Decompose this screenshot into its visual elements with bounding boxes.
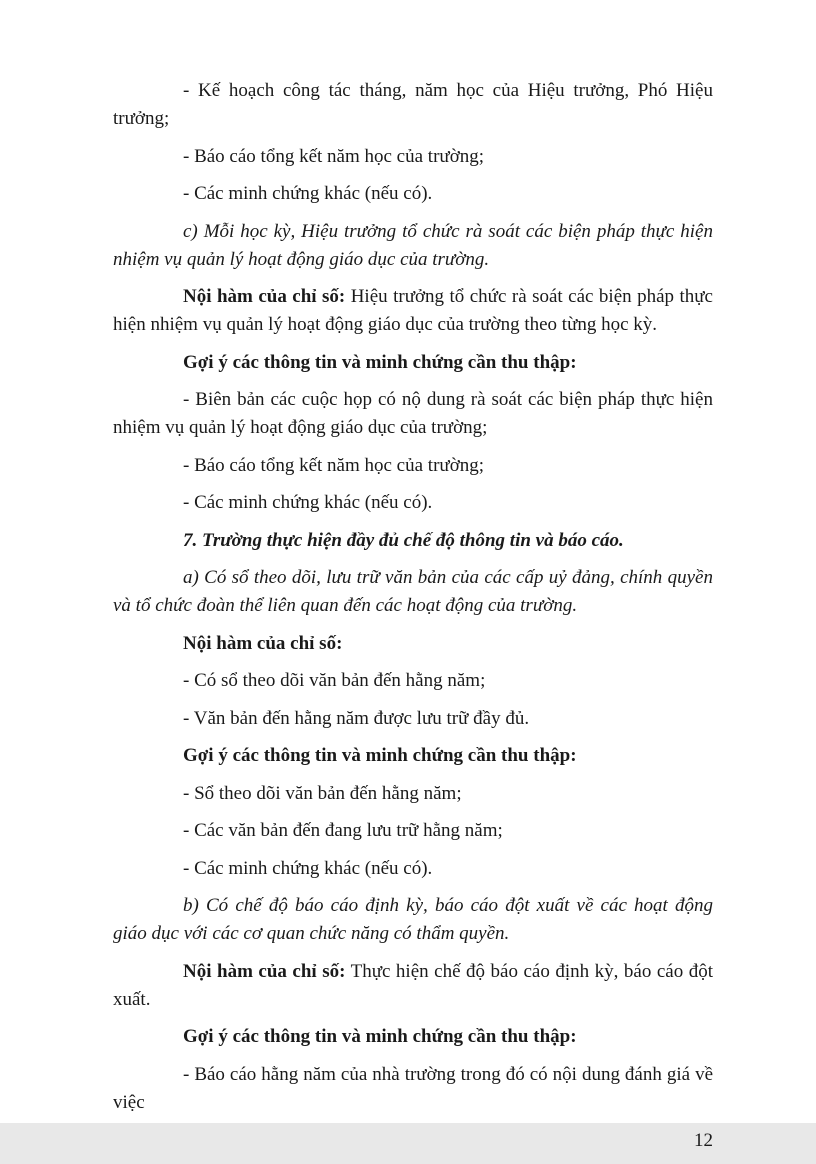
indicator-text: Hiệu trưởng tổ chức rà soát các biện pháp thực hiện nhiệm vụ quản lý hoạt động giáo dục của trường theo từng học kỳ.: [113, 286, 713, 335]
dash-item-year-report: - Báo cáo tổng kết năm học của trường;: [183, 145, 485, 167]
dash-item-logbook: - Có sổ theo dõi văn bản đến hằng năm;: [183, 670, 486, 691]
dash-item-incoming-docs: - Các văn bản đến đang lưu trữ hằng năm;: [183, 820, 503, 841]
dash-item-year-report-2: - Báo cáo tổng kết năm học của trường;: [183, 454, 485, 476]
criterion-7-heading: 7. Trường thực hiện đầy đủ chế độ thông tin và báo cáo.: [183, 529, 624, 551]
sub-criterion-c: c) Mỗi học kỳ, Hiệu trưởng tổ chức rà soát các biện pháp thực hiện nhiệm vụ quản lý hoạt động giáo dục của trường.: [113, 220, 713, 270]
dash-item-meeting-minutes: - Biên bản các cuộc họp có nộ dung rà soát các biện pháp thực hiện nhiệm vụ quản lý hoạt động giáo dục của trường;: [113, 389, 713, 438]
indicator-content-b: [113, 958, 713, 1014]
indicator-heading-a: Nội hàm của chỉ số:: [183, 632, 343, 654]
dash-item-other-evidence-3: - Các minh chứng khác (nếu có).: [183, 857, 433, 879]
indicator-label: Nội hàm của chỉ số:: [183, 286, 346, 307]
dash-item-logbook-2: - Sổ theo dõi văn bản đến hằng năm;: [183, 782, 462, 804]
dash-item-monthly-plan: - Kế hoạch công tác tháng, năm học của Hiệu trưởng, Phó Hiệu trưởng;: [113, 80, 713, 129]
indicator-text: Thực hiện chế độ báo cáo định kỳ, báo cáo đột xuất.: [113, 960, 713, 1010]
dash-item-annual-report: - Báo cáo hằng năm của nhà trường trong đó có nội dung đánh giá về việc: [113, 1063, 713, 1113]
dash-item-other-evidence: - Các minh chứng khác (nếu có).: [183, 183, 433, 204]
document-body: [113, 77, 713, 1164]
indicator-content-c: [113, 283, 713, 339]
sub-criterion-a: a) Có sổ theo dõi, lưu trữ văn bản của các cấp uỷ đảng, chính quyền và tổ chức đoàn thể liên quan đến các hoạt động của trường.: [113, 567, 713, 616]
dash-item-other-evidence-2: - Các minh chứng khác (nếu có).: [183, 492, 433, 513]
evidence-heading-1: Gợi ý các thông tin và minh chứng cần thu thập:: [183, 351, 577, 373]
indicator-label: Nội hàm của chỉ số:: [183, 960, 346, 982]
sub-criterion-b: b) Có chế độ báo cáo định kỳ, báo cáo đột xuất về các hoạt động giáo dục với các cơ quan chức năng có thẩm quyền.: [113, 895, 713, 944]
evidence-heading-3: Gợi ý các thông tin và minh chứng cần thu thập:: [183, 1026, 577, 1047]
evidence-heading-2: Gợi ý các thông tin và minh chứng cần thu thập:: [183, 745, 577, 766]
page-number: 12: [694, 1129, 713, 1151]
dash-item-archived-docs: - Văn bản đến hằng năm được lưu trữ đầy đủ.: [183, 707, 530, 729]
